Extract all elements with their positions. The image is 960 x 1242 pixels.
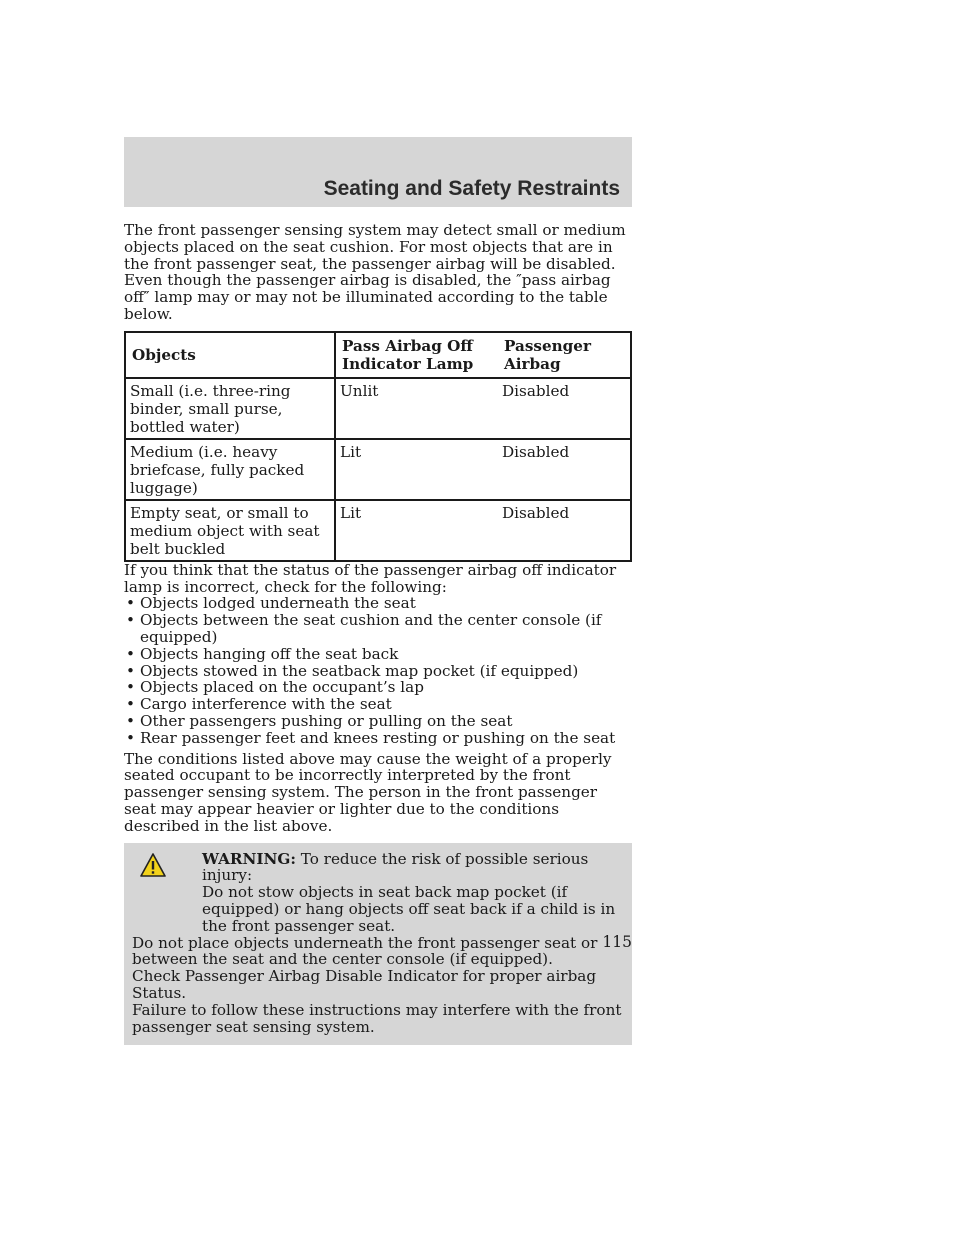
table-row: [125, 500, 631, 561]
section-header-band: [124, 137, 632, 207]
list-item: • Objects hanging off the seat back: [126, 644, 399, 663]
cell-object: Medium (i.e. heavy briefcase, fully packed luggage): [125, 439, 335, 500]
header-indicator-lamp: Pass Airbag Off Indicator Lamp: [335, 332, 498, 378]
table-header-row: [125, 332, 631, 378]
objects-table: [124, 331, 632, 562]
list-item: • Objects placed on the occupant’s lap: [126, 678, 424, 697]
cell-lamp: Lit: [335, 500, 498, 561]
cell-object: Small (i.e. three-ring binder, small purse, bottled water): [125, 378, 335, 439]
list-item: • Objects stowed in the seatback map pocket (if equipped): [126, 661, 579, 680]
cell-airbag: Disabled: [498, 439, 631, 500]
page-number: 115: [602, 933, 632, 951]
cell-airbag: Disabled: [498, 378, 631, 439]
table-row: [125, 378, 631, 439]
cell-object: Empty seat, or small to medium object with seat belt buckled: [125, 500, 335, 561]
list-item: • Other passengers pushing or pulling on the seat: [126, 711, 513, 730]
conditions-paragraph: The conditions listed above may cause the weight of a properly seated occupant to be incorrectly interpreted by the front passenger sensing system. The person in the front passenger seat may appear heavier or lighter due to the conditions described in the list above.: [124, 749, 612, 835]
warning-line-4: Check Passenger Airbag Disable Indicator for proper airbag Status.: [132, 967, 597, 1002]
warning-triangle-icon: [140, 853, 166, 877]
list-item: • Objects between the seat cushion and the center console (if equipped): [126, 611, 602, 646]
cell-lamp: Lit: [335, 439, 498, 500]
warning-line-3: Do not place objects underneath the front passenger seat or between the seat and the center console (if equipped).: [132, 933, 598, 969]
warning-line-1: To reduce the risk of possible serious injury:: [202, 849, 589, 885]
bullet: •: [126, 678, 135, 697]
warning-line-5: Failure to follow these instructions may interfere with the front passenger seat sensing system.: [132, 1000, 622, 1036]
bullet: •: [126, 594, 135, 613]
intro-paragraph: The front passenger sensing system may detect small or medium objects placed on the seat cushion. For most objects that are in the front passenger seat, the passenger airbag will be disabled. Even though the passenger airbag is disabled, the ″pass airbag off″ lamp may or may not be illuminated according to the table below.: [124, 221, 626, 323]
warning-box: [124, 843, 632, 1046]
warning-line-2: Do not stow objects in seat back map pocket (if equipped) or hang objects off seat back if a child is in the front passenger seat.: [202, 883, 616, 935]
section-title: Seating and Safety Restraints: [323, 177, 620, 200]
bullet: •: [126, 695, 135, 714]
warning-heading: [132, 851, 624, 885]
bullet: •: [126, 661, 135, 680]
bullet: •: [126, 711, 135, 730]
header-objects: Objects: [125, 332, 335, 378]
cell-airbag: Disabled: [498, 500, 631, 561]
list-item: • Objects lodged underneath the seat: [126, 594, 416, 613]
header-passenger-airbag: Passenger Airbag: [498, 332, 631, 378]
list-item: • Cargo interference with the seat: [126, 695, 392, 714]
cell-lamp: Unlit: [335, 378, 498, 439]
table-row: [125, 439, 631, 500]
check-intro: If you think that the status of the passenger airbag off indicator lamp is incorrect, check for the following:: [124, 560, 617, 596]
bullet: •: [126, 611, 135, 630]
warning-label: WARNING:: [202, 849, 296, 868]
checklist: [124, 595, 632, 746]
page-content: [124, 222, 632, 1045]
bullet: •: [126, 728, 135, 747]
bullet: •: [126, 644, 135, 663]
list-item: • Rear passenger feet and knees resting or pushing on the seat: [126, 728, 616, 747]
